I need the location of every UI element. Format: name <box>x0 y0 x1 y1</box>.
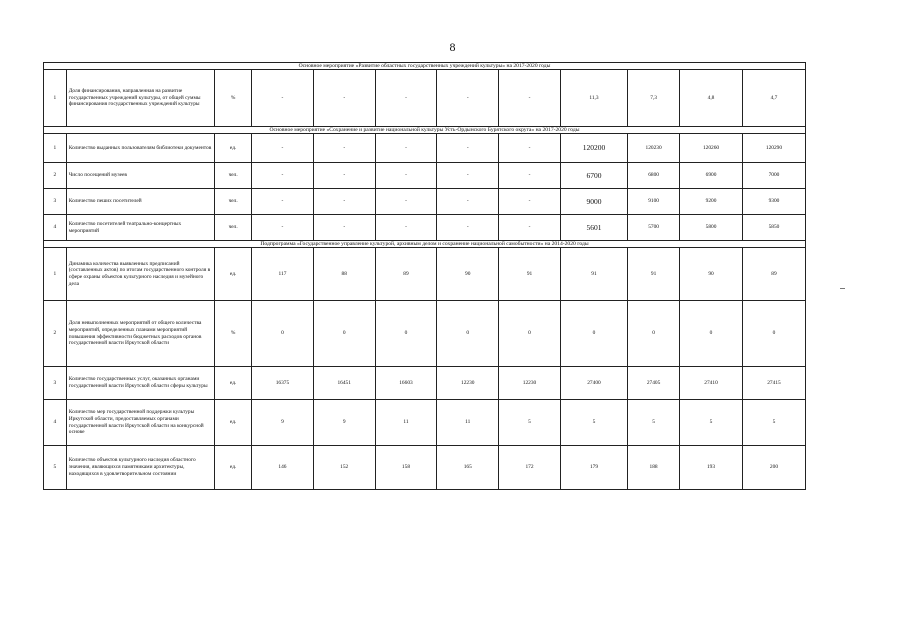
value-cell: 120290 <box>742 134 805 163</box>
table-row <box>44 70 806 127</box>
row-number: 3 <box>44 367 67 400</box>
value-cell: 7,3 <box>628 70 680 127</box>
value-cell: 12230 <box>499 367 561 400</box>
value-cell: 27415 <box>742 367 805 400</box>
value-cell: 188 <box>628 446 680 490</box>
table-row <box>44 248 806 301</box>
value-cell: 158 <box>375 446 437 490</box>
value-cell: 16375 <box>252 367 314 400</box>
value-cell: 193 <box>680 446 743 490</box>
value-cell: 179 <box>560 446 627 490</box>
value-cell: 9200 <box>680 189 743 215</box>
value-cell: 90 <box>437 248 499 301</box>
value-cell: - <box>252 70 314 127</box>
value-cell: 0 <box>313 301 375 367</box>
value-cell: 9300 <box>742 189 805 215</box>
row-number: 2 <box>44 163 67 189</box>
table-row <box>44 400 806 446</box>
table-row <box>44 134 806 163</box>
value-cell: 16603 <box>375 367 437 400</box>
table-row <box>44 163 806 189</box>
value-cell: 11 <box>437 400 499 446</box>
value-cell: 165 <box>437 446 499 490</box>
value-cell: - <box>375 189 437 215</box>
row-number: 2 <box>44 301 67 367</box>
value-cell: - <box>313 163 375 189</box>
value-cell: 6700 <box>560 163 627 189</box>
value-cell: 0 <box>628 301 680 367</box>
value-cell: - <box>499 70 561 127</box>
value-cell: 9000 <box>560 189 627 215</box>
value-cell: 5601 <box>560 215 627 241</box>
unit-cell: ед. <box>215 248 252 301</box>
row-number: 4 <box>44 400 67 446</box>
value-cell: 5 <box>680 400 743 446</box>
value-cell: - <box>252 215 314 241</box>
value-cell: 0 <box>437 301 499 367</box>
value-cell: 11 <box>375 400 437 446</box>
indicator-name: Количество пеших посетителей <box>66 189 214 215</box>
unit-cell: чел. <box>215 189 252 215</box>
indicator-name: Динамика количества выявленных предписаний (составленных актов) по итогам государственного контроля в сфере охраны объектов культурного наследия и музейного дела <box>66 248 214 301</box>
value-cell: - <box>375 163 437 189</box>
unit-cell: ед. <box>215 367 252 400</box>
table-row <box>44 215 806 241</box>
section-title: Основное мероприятие «Сохранение и развитие национальной культуры Усть-Ордынского Бурятского округа» на 2017-2020 годы <box>44 127 806 134</box>
value-cell: - <box>437 189 499 215</box>
unit-cell: ед. <box>215 400 252 446</box>
indicator-name: Количество государственных услуг, оказанных органами государственной власти Иркутской области сферы культуры <box>66 367 214 400</box>
value-cell: 146 <box>252 446 314 490</box>
value-cell: 11,3 <box>560 70 627 127</box>
unit-cell: % <box>215 301 252 367</box>
unit-cell: ед. <box>215 134 252 163</box>
value-cell: 5 <box>499 400 561 446</box>
row-number: 1 <box>44 134 67 163</box>
value-cell: 9 <box>313 400 375 446</box>
unit-cell: % <box>215 70 252 127</box>
value-cell: 5800 <box>680 215 743 241</box>
table-row <box>44 446 806 490</box>
table-row <box>44 301 806 367</box>
value-cell: 5850 <box>742 215 805 241</box>
value-cell: 120200 <box>560 134 627 163</box>
row-number: 1 <box>44 248 67 301</box>
value-cell: 16451 <box>313 367 375 400</box>
value-cell: 6900 <box>680 163 743 189</box>
value-cell: - <box>252 134 314 163</box>
section-title: Подпрограмма «Государственное управление культурой, архивным делом и сохранение национальной самобытности» на 2014-2020 годы <box>44 241 806 248</box>
value-cell: 91 <box>560 248 627 301</box>
value-cell: 27410 <box>680 367 743 400</box>
section-header-row <box>44 63 806 70</box>
section-header-row <box>44 127 806 134</box>
row-number: 4 <box>44 215 67 241</box>
value-cell: 0 <box>375 301 437 367</box>
value-cell: 90 <box>680 248 743 301</box>
unit-cell: ед. <box>215 446 252 490</box>
value-cell: 200 <box>742 446 805 490</box>
value-cell: 0 <box>560 301 627 367</box>
value-cell: 0 <box>680 301 743 367</box>
unit-cell: чел. <box>215 215 252 241</box>
value-cell: - <box>252 163 314 189</box>
value-cell: 12230 <box>437 367 499 400</box>
value-cell: 4,7 <box>742 70 805 127</box>
value-cell: 117 <box>252 248 314 301</box>
value-cell: 5 <box>628 400 680 446</box>
row-number: 5 <box>44 446 67 490</box>
indicator-name: Количество выданных пользователям библиотеки документов <box>66 134 214 163</box>
value-cell: 6800 <box>628 163 680 189</box>
value-cell: 0 <box>742 301 805 367</box>
value-cell: - <box>499 134 561 163</box>
value-cell: 5 <box>560 400 627 446</box>
value-cell: 0 <box>252 301 314 367</box>
value-cell: - <box>313 134 375 163</box>
value-cell: 172 <box>499 446 561 490</box>
value-cell: - <box>313 215 375 241</box>
value-cell: - <box>499 215 561 241</box>
value-cell: - <box>252 189 314 215</box>
value-cell: 89 <box>375 248 437 301</box>
value-cell: - <box>437 70 499 127</box>
section-title: Основное мероприятие «Развитие областных государственных учреждений культуры» на 2017-2020 годы <box>44 63 806 70</box>
value-cell: - <box>437 215 499 241</box>
value-cell: - <box>437 134 499 163</box>
value-cell: 0 <box>499 301 561 367</box>
section-header-row <box>44 241 806 248</box>
indicator-name: Количество посетителей театрально-концертных мероприятий <box>66 215 214 241</box>
value-cell: 9 <box>252 400 314 446</box>
value-cell: 7000 <box>742 163 805 189</box>
page-number: 8 <box>449 40 456 54</box>
value-cell: 152 <box>313 446 375 490</box>
value-cell: - <box>375 134 437 163</box>
unit-cell: чел. <box>215 163 252 189</box>
value-cell: 27400 <box>560 367 627 400</box>
value-cell: 88 <box>313 248 375 301</box>
row-number: 3 <box>44 189 67 215</box>
value-cell: - <box>499 189 561 215</box>
value-cell: 91 <box>499 248 561 301</box>
value-cell: 9100 <box>628 189 680 215</box>
margin-mark <box>840 288 845 289</box>
indicator-name: Доля финансирования, направленная на развитие государственных учреждений культуры, от общей суммы финансирования государственных учреждений культуры <box>66 70 214 127</box>
value-cell: 120230 <box>628 134 680 163</box>
value-cell: 120260 <box>680 134 743 163</box>
value-cell: 5 <box>742 400 805 446</box>
row-number: 1 <box>44 70 67 127</box>
value-cell: 27405 <box>628 367 680 400</box>
indicator-name: Количество объектов культурного наследия областного значения, являющихся памятниками архитектуры, находящихся в удовлетворительном состоянии <box>66 446 214 490</box>
indicator-name: Количество мер государственной поддержки культуры Иркутской области, предоставляемых органами государственной власти Иркутской области на конкурсной основе <box>66 400 214 446</box>
table-row <box>44 189 806 215</box>
indicator-name: Доля невыполненных мероприятий от общего количества мероприятий, определенных планами мероприятий повышения эффективности бюджетных расходов органов государственной власти Иркутской области <box>66 301 214 367</box>
value-cell: - <box>437 163 499 189</box>
indicators-table <box>43 62 806 490</box>
value-cell: 89 <box>742 248 805 301</box>
value-cell: - <box>313 189 375 215</box>
value-cell: 91 <box>628 248 680 301</box>
table-row <box>44 367 806 400</box>
value-cell: - <box>313 70 375 127</box>
value-cell: 5700 <box>628 215 680 241</box>
indicator-name: Число посещений музеев <box>66 163 214 189</box>
value-cell: - <box>499 163 561 189</box>
value-cell: 4,8 <box>680 70 743 127</box>
value-cell: - <box>375 215 437 241</box>
value-cell: - <box>375 70 437 127</box>
